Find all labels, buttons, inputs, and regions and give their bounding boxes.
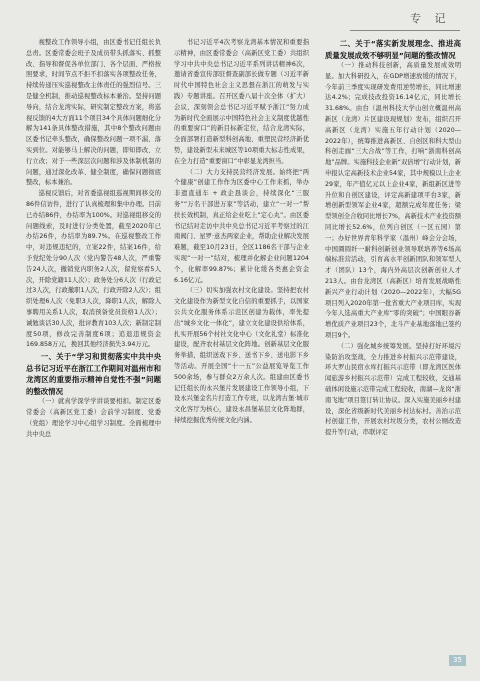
page-header: [0, 0, 480, 24]
paragraph: （二）大力支持民营经济发展。始终把“两个健康”创建工作作为区委中心工作来抓，举办非遗直通车 + 政企恳谈会，持续深化“三服务”“万名干部进万家”等活动，建立“一对一”帮扶长效机制，真正给企业吃上“定心丸”。由区委书记结对走访中共中央总书记习近平考察过的江南阀门、星罗·意杰两家企业，帮助企业解决发展难题，截至10月23日，全区1186名干部与企业实现“一对一”结对，梳理并化解企业问题1204个，化解率99.87%；累计化缓各类惠企资金6.16亿元。: [174, 168, 309, 284]
column-2: [174, 38, 309, 638]
section-heading: 一、关于“学习和贯彻落实中共中央总书记习近平在浙江工作期间对温州市和龙湾区的重要指示精神自觉性不强”问题的整改情况: [26, 352, 161, 396]
paragraph: （二）强化城乡统筹发展。坚持打好环境污染防治攻坚战，全力推进乡村振兴示范带建设，环大罗山民宿水库打振兴示范带（即龙湾区医体闻旅游乡村振兴示范带）完成工程较收，交通基础体闲设施示范带完成工程较收，南湖—龙岗“浙南飞地”项目签订转让协议。深入实施美丽乡村建设，深化省级新时代美丽乡村达标村。善治示范村创建工作，开展农村垃圾分类，农村公厕改造提升等行动，串联评定: [325, 342, 461, 437]
column-1: [26, 38, 161, 638]
paragraph: 视整改工作领导小组，由区委书记任组长负总责。区委常委会班子及成员带头抓落实、抓整改、指导和督促各单位部门、各个层面、严格按照要求，时间节点不拒不扣落实各项整改任务，持续传递压实巡视整改主体责任的强烈信号。三是健全机制，推动巡视整改标本兼治。坚持问题导向，结合龙湾实际，研究制定整改方案，将巡视反馈的4大方面11个项目34个具体问题细化分解为141条具体整改措施，其中8个整改问题由区委书记牵头整改，确保整改问题一项不漏、落实到位。对能够马上解决的问题，即知即改、立行立改；对于一些深层次问题和涉及体制机制的问题，通过深化改革、健全制度，确保问题彻底整改，标本兼治。: [26, 39, 161, 187]
paragraph: （一）就真学深学学讲谈要相扣。制定区委常委会（高新区党工委）会前学习制度、党委（党组）理论学习中心组学习制度。全面梳理中共中央总: [26, 398, 161, 438]
paragraph: （三）切实加强农村文化建设。坚持把农村文化建设作为新型文化自信的重要抓手，以国家公共文化服务体系示范区创建为载体，率先提出“城乡文化一体化”，建立文化建设供给体系，扎实开展56个村社文化中心（文化礼堂）标准化建设，配齐农村基层文化阵地。创新基层文化服务举措，组织送戏下乡、送书下乡、送电影下乡等活动。开展全国“十一五”公益展览导览工作500余场，参与群众2万余人次。组建由区委书记任组长的永兴堡片发展建设工作领导小组，下设永兴堡金名片打造工作专班，以龙湾古堡·城市文化客厅为核心，建设永昌堡基层文化阵地群，持续挖掘优秀传统文化内涵。: [174, 287, 309, 424]
paragraph: 书记习近平4次考察龙湾基本情况和重要指示精神，由区委常委会（高新区党工委）共组织学习中共中央总书记习近平系列讲话精神6次，邀请省委宣传部驻督查副部长做专题（习近平新时代中国特色社会主义思想在浙江的萌发与实践）专题讲座。召开区委八届十次全体（扩大）会议，深刻领会总书记习近平赋予浙江“努力成为新时代全面展示中国特色社会主义制度优越性的重要窗口”的新目标新定位，结合龙湾实际，全面部署打造新型科创高地、重塑民营经济新优势，建设新型未来城区等10项重大标志性成果，在全力打造“重要窗口”中彰显龙湾担当。: [174, 39, 309, 165]
paragraph: （一）推动科技创新，高质量发展成效明显。加大科研投入，在GDP增速放缓的情况下，今年前三季度实现研发费用逆势增长，同比增速达4.2%；完成技改投资16.14亿元，同比增长31.68%。由台（温州科技大学山创立概温州高新区（龙湾）片区建设现规划）发布，组织召开高新区（龙湾）实施五年行动计划（2020—2022年），统筹推进高新区、自创区和科大型山科创走廊“三大合战”等工作，打响“浙南科创高地”品牌。实施科技企业新“双倍增”行动计划，新申报认定高新技术企业54家，其中规模以上企业29家，年产值亿元以上企业4家，新组新区进等升位和自创区建设，评定高新建项平台3家，新增创新型领军企业4家，超额完成年度任务；梁型领创全合收同比增长7%，高新技术产业投资额同比增长52.6%，位列自创区（一区五园）第一；办好世界青年科学家（温州）峰会分会场，中国圈圆纤一耐科创新创业领导联培养等6场高端标准营活动，引育高水平创新团队和领军型人才（团队）13个，海内外高层次创新创业人才213人。由台龙湾区（高新区）培育发展战略性新兴产业行动计划（2020—2022年），大幅5G项目列入2020年第一批省重大产业项目库，实现今年人选高重大产业库“零的突破”；中国眼谷新增优质产业项目23个，北斗产业基地落地已签约项目9个。: [325, 62, 461, 339]
header-rule: [350, 30, 460, 31]
page-number: 35: [449, 655, 466, 666]
section-title: 专 记: [410, 12, 451, 25]
section-heading: 二、关于“落实新发展理念、推进高质量发展成效不够明显”问题的整改情况: [325, 39, 461, 60]
paragraph: 巡视反馈后，对省委巡视组巡视期间移交的86件信访件，进行了认真梳理和集中办理。目前已办结86件，办结率为100%。对巡视组移交的问题线索，及时进行分类处置，截至2020年已办结26件，办结率为89.7%。在巡视整改工作中，对违规违纪的，立案22件，结案16件，给予党纪处分90人次（党内警告48人次，严重警告24人次，撤销党内职务2人次，留党察看5人次，开除党籍11人次）；政务处分6人次（行政记过3人次，行政撤职1人次，行政开除2人次）；组织处理6人次（免职3人次，降职1人次，解除人事聘用关系1人次，取消预备党员资格1人次）；诫勉谈话30人次，批评教育103人次；新制定制度50项，修改完善制度6项；追退违规资金169.858万元，挽回其他经济损失3.94万元。: [26, 190, 161, 349]
column-3: [325, 38, 461, 638]
